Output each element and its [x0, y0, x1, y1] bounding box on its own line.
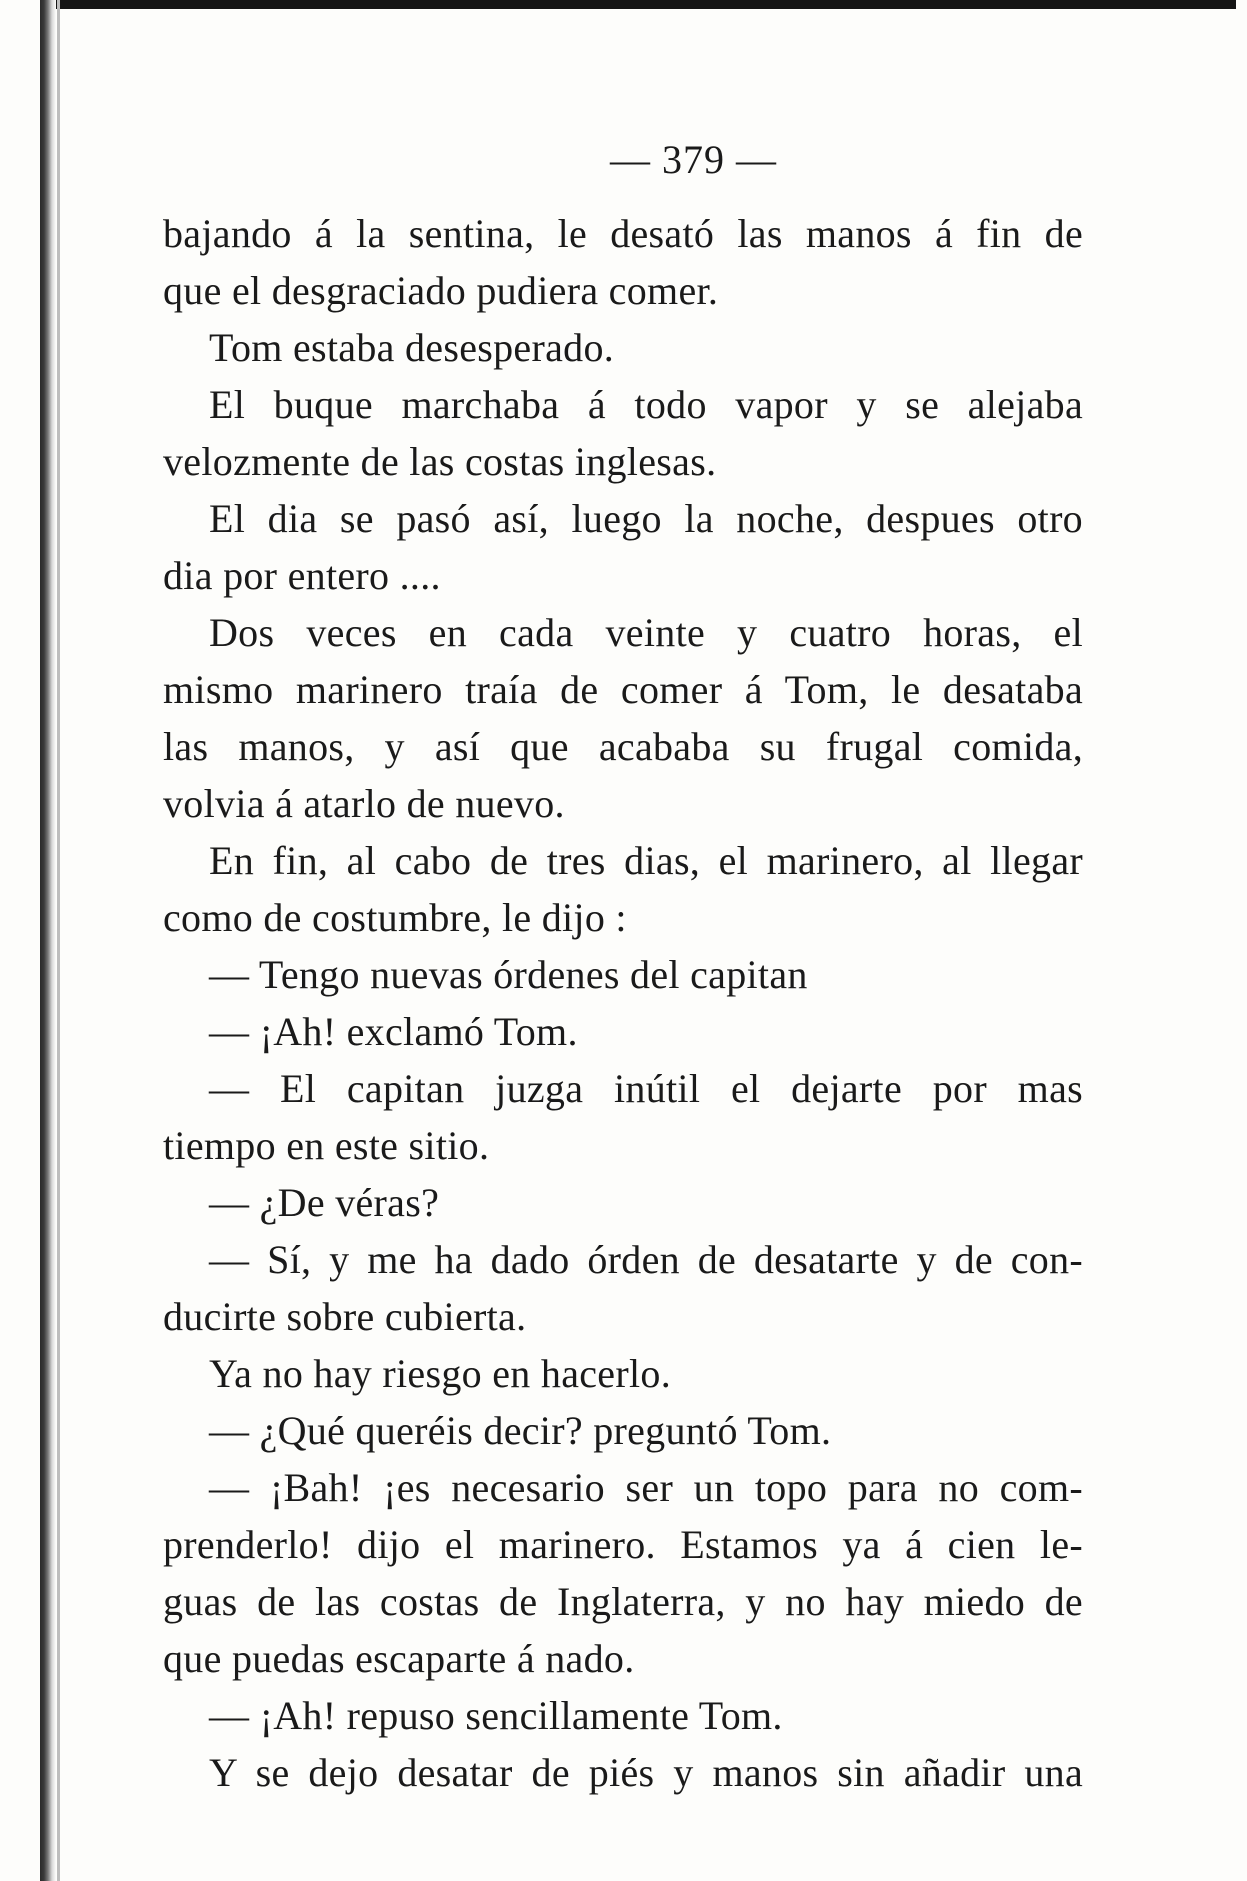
text-line: velozmente de las costas inglesas. — [163, 439, 717, 484]
text-line: Y se dejo desatar de piés y manos sin añadir una — [209, 1750, 1083, 1795]
text-line: que el desgraciado pudiera comer. — [163, 268, 719, 313]
text-line: volvia á atarlo de nuevo. — [163, 781, 565, 826]
text-line: — ¡Ah! exclamó Tom. — [209, 1009, 578, 1054]
text-line: tiempo en este sitio. — [163, 1123, 490, 1168]
binding-edge — [40, 0, 56, 1881]
top-edge-rule — [40, 0, 1236, 9]
body-text — [163, 205, 1083, 1801]
text-line: como de costumbre, le dijo : — [163, 895, 627, 940]
text-line: mismo marinero traía de comer á Tom, le desataba — [163, 667, 1083, 712]
text-line: las manos, y así que acababa su frugal comida, — [163, 724, 1083, 769]
text-line: guas de las costas de Inglaterra, y no hay miedo de — [163, 1579, 1083, 1624]
text-line: dia por entero .... — [163, 553, 441, 598]
text-line: — ¡Ah! repuso sencillamente Tom. — [209, 1693, 783, 1738]
page-number: — 379 — — [610, 137, 777, 182]
text-line: Dos veces en cada veinte y cuatro horas, el — [209, 610, 1083, 655]
binding-shadow — [57, 0, 60, 1881]
text-line: bajando á la sentina, le desató las manos á fin de — [163, 211, 1083, 256]
text-line: Ya no hay riesgo en hacerlo. — [209, 1351, 671, 1396]
text-line: Tom estaba desesperado. — [209, 325, 615, 370]
text-line: — Tengo nuevas órdenes del capitan — [209, 952, 808, 997]
text-line: — Sí, y me ha dado órden de desatarte y de con- — [209, 1237, 1083, 1282]
text-line: — ¿Qué queréis decir? preguntó Tom. — [209, 1408, 832, 1453]
text-line: — El capitan juzga inútil el dejarte por mas — [209, 1066, 1083, 1111]
text-line: — ¡Bah! ¡es necesario ser un topo para no com- — [209, 1465, 1083, 1510]
text-line: ducirte sobre cubierta. — [163, 1294, 527, 1339]
text-line: El dia se pasó así, luego la noche, despues otro — [209, 496, 1083, 541]
text-line: — ¿De véras? — [209, 1180, 440, 1225]
text-line: prenderlo! dijo el marinero. Estamos ya á cien le- — [163, 1522, 1083, 1567]
text-line: que puedas escaparte á nado. — [163, 1636, 635, 1681]
text-line: El buque marchaba á todo vapor y se alejaba — [209, 382, 1083, 427]
text-line: En fin, al cabo de tres dias, el marinero, al llegar — [209, 838, 1083, 883]
